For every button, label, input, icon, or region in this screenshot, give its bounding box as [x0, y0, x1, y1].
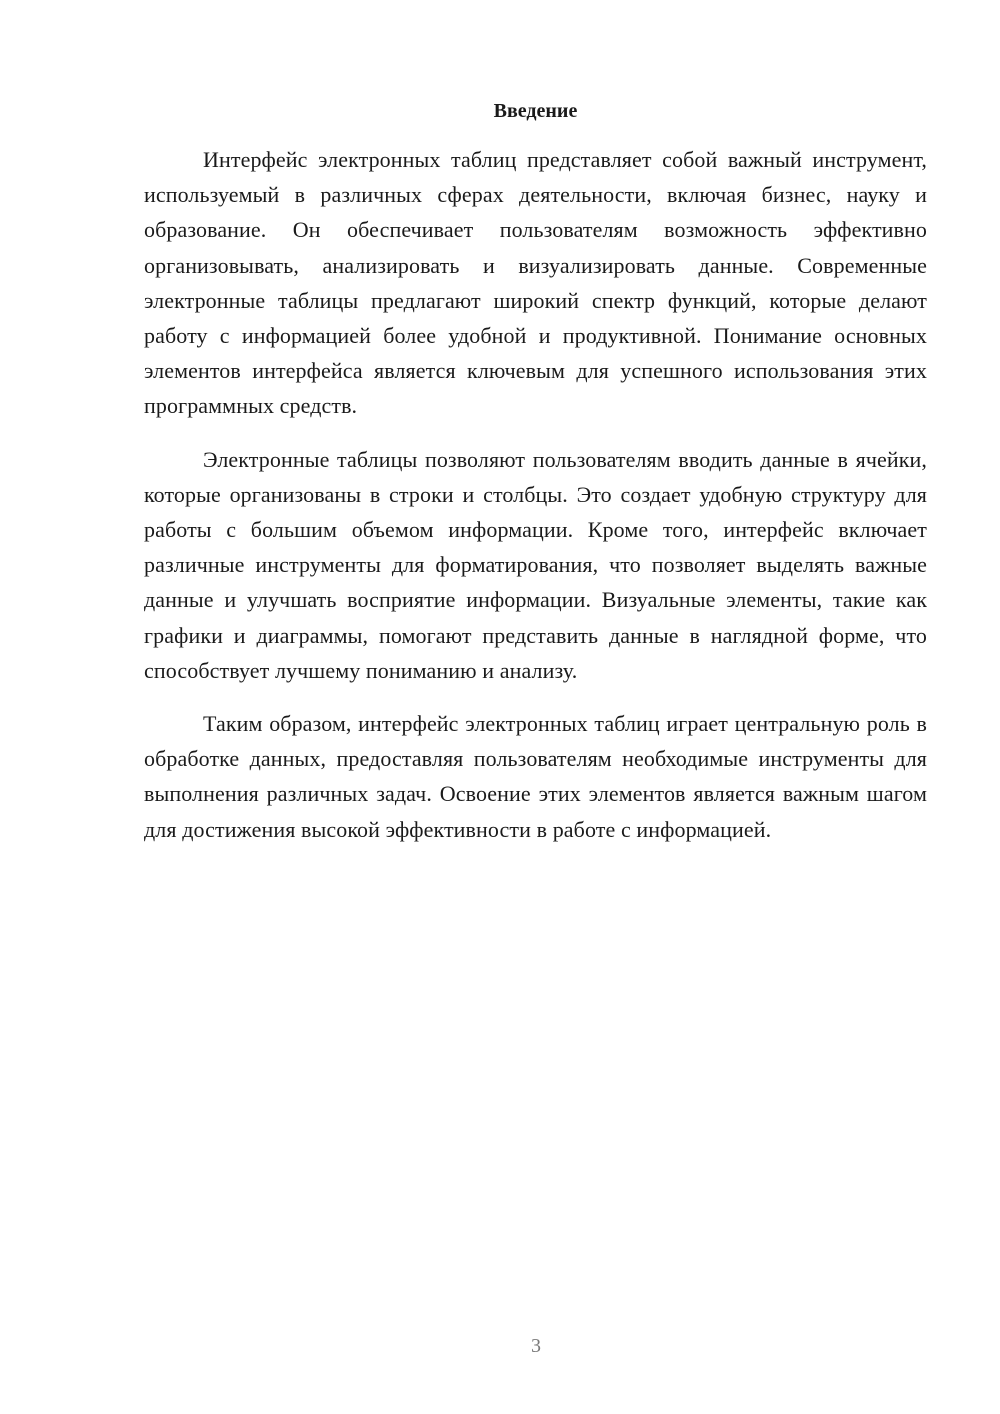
section-heading: Введение	[493, 100, 578, 122]
page-number: 3	[531, 1335, 541, 1357]
paragraph: Интерфейс электронных таблиц представляет собой важный инструмент, используемый в различных сферах деятельности, включая бизнес, науку и образование. Он обеспечивает пользователям возможность эффективно организовывать, анализировать и визуализировать данные. Современные электронные таблицы предлагают широкий спектр функций, которые делают работу с информацией более удобной и продуктивной. Понимание основных элементов интерфейса является ключевым для успешного использования этих программных средств.	[144, 147, 927, 419]
paragraph: Электронные таблицы позволяют пользователям вводить данные в ячейки, которые организованы в строки и столбцы. Это создает удобную структуру для работы с большим объемом информации. Кроме того, интерфейс включает различные инструменты для форматирования, что позволяет выделять важные данные и улучшать восприятие информации. Визуальные элементы, такие как графики и диаграммы, помогают представить данные в наглядной форме, что способствует лучшему пониманию и анализу.	[144, 446, 927, 683]
paragraph: Таким образом, интерфейс электронных таблиц играет центральную роль в обработке данных, предоставляя пользователям необходимые инструменты для выполнения различных задач. Освоение этих элементов является важным шагом для достижения высокой эффективности в работе с информацией.	[144, 711, 927, 842]
body-text	[144, 142, 927, 847]
